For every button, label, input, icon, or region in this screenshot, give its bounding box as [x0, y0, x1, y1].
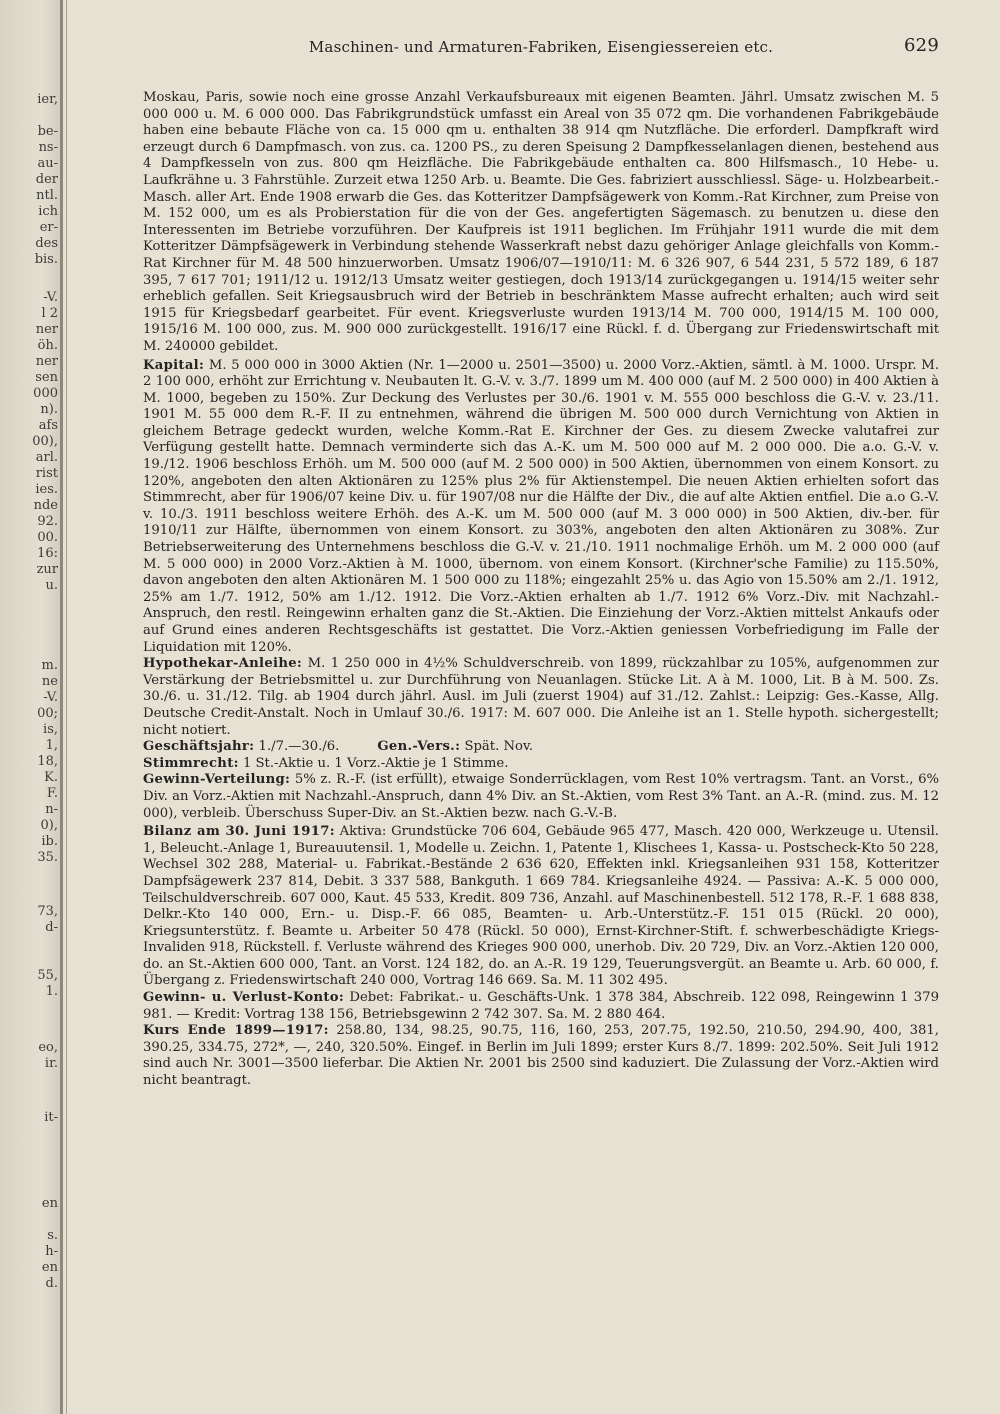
book-gutter-line [60, 0, 63, 1414]
paragraph-text: 1 St.-Aktie u. 1 Vorz.-Aktie je 1 Stimme. [238, 755, 509, 771]
paragraph-bilanz [143, 824, 939, 990]
margin-fragment: ier, [37, 92, 58, 107]
margin-fragment: d- [45, 920, 58, 935]
paragraph-text: M. 5 000 000 in 3000 Aktien (Nr. 1—2000 u. 2501—3500) u. 2000 Vorz.-Aktien, sämtl. à M. 1000. Urspr. M. 2 100 000, erhöht zur Errichtung v. Neubauten lt. G.-V. v. 3./7. 1899 um M. 400 000 (auf M. 2 500 000) in 400 Aktien à M. 1000, begeben zu 150%. Zur Deckung des Verlustes per 30./6. 1901 v. M. 555 000 beschloss die G.-V. v. 23./11. 1901 M. 55 000 dem R.-F. II zu entnehmen, während die übrigen M. 500 000 durch Vernichtung von Aktien in gleichem Betrage gedeckt wurden, welche Komm.-Rat E. Kirchner der Ges. zu diesem Zwecke valutafrei zur Verfügung gestellt hatte. Demnach verminderte sich das A.-K. um M. 500 000 auf M. 2 000 000. Die a.o. G.-V. v. 19./12. 1906 beschloss Erhöh. um M. 500 000 (auf M. 2 500 000) in 500 Aktien, übernommen von einem Konsort. zu 120%, angeboten den alten Aktionären zu 125% plus 2% für Aktienstempel. Die neuen Aktien erhielten sofort das Stimmrecht, aber für 1906/07 keine Div. u. für 1907/08 nur die Hälfte der Div., die auf alte Aktien entfiel. Die a.o G.-V. v. 10./3. 1911 beschloss weitere Erhöh. des A.-K. um M. 500 000 (auf M. 3 000 000) in 500 Aktien, div.-ber. für 1910/11 zur Hälfte, übernommen von einem Konsort. zu 303%, angeboten den alten Aktionären zu 308%. Zur Betriebserweiterung des Unternehmens beschloss die G.-V. v. 21./10. 1911 nochmalige Erhöh. um M. 2 000 000 (auf M. 5 000 000) in 2000 Vorz.-Aktien à M. 1000, übernom. von einem Konsort. (Kirchner'sche Familie) zu 115.50%, davon angeboten den alten Aktionären M. 1 500 000 zu 118%; eingezahlt 25% u. das Agio von 15.50% am 2./1. 1912, 25% am 1./7. 1912, 50% am 1./12. 1912. Die Vorz.-Aktien erhalten ab 1./7. 1912 6% Vorz.-Div. mit Nachzahl.-Anspruch, den restl. Reingewinn erhalten ganz die St.-Aktien. Die Einziehung der Vorz.-Aktien mittelst Ankaufs oder auf Grund eines anderen Rechtsgeschäfts ist gestattet. Die Vorz.-Aktien geniessen Vorbefriedigung im Falle der Liquidation mit 120%. [143, 357, 939, 655]
margin-fragment: 35. [37, 850, 58, 865]
margin-fragment: ies. [35, 482, 58, 497]
margin-fragment: ntl. [36, 188, 58, 203]
margin-fragment: 92. [37, 514, 58, 529]
margin-fragment: K. [44, 770, 58, 785]
section-lead: Kurs Ende 1899—1917: [143, 1023, 329, 1039]
section-lead: Stimmrecht: [143, 755, 239, 771]
header-title: Maschinen- und Armaturen-Fabriken, Eisengiessereien etc. [308, 38, 774, 56]
margin-fragment: bis. [34, 252, 58, 267]
paragraph-text: M. 1 250 000 in 4½% Schuldverschreib. von 1899, rückzahlbar zu 105%, aufgenommen zur Verstärkung der Betriebsmittel u. zur Durchführung von Neuanlagen. Stücke Lit. A à M. 1000, Lit. B à M. 500. Zs. 30./6. u. 31./12. Tilg. ab 1904 durch jährl. Ausl. im Juli (zuerst 1904) auf 31./12. Zahlst.: Leipzig: Ges.-Kasse, Allg. Deutsche Credit-Anstalt. Noch in Umlauf 30./6. 1917: M. 607 000. Die Anleihe ist an 1. Stelle hypoth. sichergestellt; nicht notiert. [143, 656, 939, 738]
margin-fragment: u. [45, 578, 58, 593]
paragraph-gewinn-verlust-konto [143, 990, 939, 1023]
paragraph-company-description [143, 90, 939, 356]
margin-fragment: F. [46, 786, 58, 801]
margin-fragment: l 2 [41, 306, 58, 321]
margin-fragment: en [41, 1196, 58, 1211]
margin-fragment: 00. [37, 530, 58, 545]
general-meeting [377, 739, 533, 756]
paragraph-hypothekar-anleihe [143, 656, 939, 739]
paragraph-stimmrecht [143, 756, 939, 773]
margin-fragment: n- [45, 802, 58, 817]
section-lead: Hypothekar-Anleihe: [143, 656, 303, 672]
margin-fragment: s. [47, 1228, 58, 1243]
margin-fragment: -V. [43, 290, 58, 305]
margin-fragment: 55, [37, 968, 58, 983]
margin-fragment: 1, [45, 738, 58, 753]
margin-fragment: n). [40, 402, 58, 417]
section-lead: Kapital: [143, 357, 205, 373]
margin-fragment: ner [35, 322, 58, 337]
margin-fragment: 00; [37, 706, 58, 721]
margin-fragment: 18, [37, 754, 58, 769]
paragraph-text: Moskau, Paris, sowie noch eine grosse Anzahl Verkaufsbureaux mit eigenen Beamten. Jährl. Umsatz zwischen M. 5 000 000 u. M. 6 000 000. Das Fabrikgrundstück umfasst ein Areal von 35 072 qm. Die vorhandenen Fabrikgebäude haben eine bebaute Fläche von ca. 15 000 qm u. enthalten 38 914 qm Nutzfläche. Die erforderl. Dampfkraft wird erzeugt durch 6 Dampfmasch. von zus. ca. 1200 PS., zu deren Speisung 2 Dampfkesselanlagen dienen, bestehend aus 4 Dampfkesseln von zus. 800 qm Heizfläche. Die Fabrikgebäude enthalten ca. 800 Hilfsmasch., 10 Hebe- u. Laufkrähne u. 3 Fahrstühle. Zurzeit etwa 1250 Arb. u. Beamte. Die Ges. fabriziert ausschliessl. Säge- u. Holzbearbeit.-Masch. aller Art. Ende 1908 erwarb die Ges. das Kotteritzer Dampfsägewerk von Komm.-Rat Kirchner, zum Preise von M. 152 000, um es als Probierstation für die von der Ges. angefertigten Sägemasch. zu benutzen u. diese den Interessenten im Betriebe vorzuführen. Der Kaufpreis ist 1911 beglichen. Im Frühjahr 1911 wurde die mit dem Kotteritzer Dämpfsägewerk in Verbindung stehende Wasserkraft nebst dazu gehöriger Anlage gleichfalls von Komm.-Rat Kirchner für M. 48 500 hinzuerworben. Umsatz 1906/07—1910/11: M. 6 326 907, 6 544 231, 5 572 189, 6 187 395, 7 617 701; 1911/12 u. 1912/13 Umsatz weiter gestiegen, doch 1913/14 zurückgegangen u. 1914/15 weiter sehr erheblich gefallen. Seit Kriegsausbruch wird der Betrieb in beschränktem Masse aufrecht erhalten; auch wird seit 1915 für Kriegsbedarf gearbeitet. Für event. Kriegsverluste wurden 1913/14 M. 700 000, 1914/15 M. 100 000, 1915/16 M. 100 000, zus. M. 900 000 zurückgestellt. 1916/17 eine Rückl. f. d. Übergang zur Friedenswirtschaft mit M. 240000 gebildet. [143, 90, 939, 354]
margin-fragment: -V. [43, 690, 58, 705]
margin-fragment: 73, [37, 904, 58, 919]
margin-fragment: eo, [38, 1040, 58, 1055]
margin-fragment: arl. [35, 450, 58, 465]
margin-fragment: ib. [41, 834, 58, 849]
section-lead: Geschäftsjahr: [143, 739, 255, 755]
fiscal-year-and-meeting-line [143, 739, 939, 756]
paragraph-kapital [143, 358, 939, 657]
margin-fragment: zur [36, 562, 58, 577]
margin-fragment: er- [39, 220, 58, 235]
margin-fragment: nde [33, 498, 58, 513]
section-lead: Gen.-Vers.: [377, 739, 461, 755]
margin-fragment: 00), [32, 434, 58, 449]
section-lead: Bilanz am 30. Juni 1917: [143, 824, 335, 840]
paragraph-text: 5% z. R.-F. (ist erfüllt), etwaige Sonderrücklagen, vom Rest 10% vertragsm. Tant. an Vorst., 6% Div. an Vorz.-Aktien mit Nachzahl.-Anspruch, dann 4% Div. an St.-Aktien, vom Rest 3% Tant. an A.-R. (mind. zus. M. 12 000), verbleib. Überschuss Super-Div. an St.-Aktien bezw. nach G.-V.-B. [143, 772, 939, 821]
general-meeting-value: Spät. Nov. [460, 739, 534, 755]
margin-fragment: rist [35, 466, 58, 481]
margin-fragment: 16: [37, 546, 58, 561]
margin-fragment: 1. [45, 984, 58, 999]
margin-fragment: d. [45, 1276, 58, 1291]
paragraph-gewinn-verteilung [143, 772, 939, 822]
margin-fragment: 0), [40, 818, 58, 833]
margin-fragment: öh. [37, 338, 58, 353]
margin-fragment: ir. [44, 1056, 58, 1071]
section-lead: Gewinn-Verteilung: [143, 772, 291, 788]
paragraph-text: Debet: Fabrikat.- u. Geschäfts-Unk. 1 378 384, Abschreib. 122 098, Reingewinn 1 379 981. — Kredit: Vortrag 138 156, Betriebsgewinn 2 742 307. Sa. M. 2 880 464. [143, 990, 939, 1022]
margin-fragment: ne [41, 674, 58, 689]
margin-fragment: sen [35, 370, 58, 385]
paragraph-text: 258.80, 134, 98.25, 90.75, 116, 160, 253, 207.75, 192.50, 210.50, 294.90, 400, 381, 390.25, 334.75, 272*, —, 240, 320.50%. Eingef. in Berlin im Juli 1899; erster Kurs 8./7. 1899: 202.50%. Seit Juli 1912 sind auch Nr. 3001—3500 lieferbar. Die Aktien Nr. 2001 bis 2500 sind kaduziert. Die Zulassung der Vorz.-Aktien wird nicht beantragt. [143, 1023, 939, 1089]
margin-fragment: afs [38, 418, 58, 433]
fiscal-year [143, 739, 339, 756]
margin-fragment: is, [43, 722, 58, 737]
margin-fragment: it- [44, 1110, 58, 1125]
section-lead: Gewinn- u. Verlust-Konto: [143, 990, 345, 1006]
margin-fragment: ner [35, 354, 58, 369]
paragraph-kurs [143, 1023, 939, 1089]
margin-fragment: 000 [33, 386, 58, 401]
margin-fragment: des [35, 236, 58, 251]
fiscal-year-value: 1./7.—30./6. [254, 739, 340, 755]
margin-fragment: m. [41, 658, 58, 673]
document-body [143, 90, 939, 1090]
page-number: 629 [904, 35, 939, 56]
document-page [143, 35, 939, 1090]
margin-fragment: en [41, 1260, 58, 1275]
running-header [143, 35, 939, 68]
margin-fragment: be- [37, 124, 58, 139]
margin-fragment: ich [38, 204, 58, 219]
margin-fragment: au- [37, 156, 58, 171]
margin-fragment: h- [45, 1244, 58, 1259]
book-gutter-line-inner [66, 0, 67, 1414]
margin-fragment: der [35, 172, 58, 187]
paragraph-text: Aktiva: Grundstücke 706 604, Gebäude 965 477, Masch. 420 000, Werkzeuge u. Utensil. 1, Beleucht.-Anlage 1, Bureauutensil. 1, Modelle u. Zeichn. 1, Patente 1, Klischees 1, Kassa- u. Postscheck-Kto 50 228, Wechsel 302 288, Material- u. Fabrikat.-Bestände 2 636 620, Effekten inkl. Kriegsanleihen 931 158, Kotteritzer Dampfsägewerk 237 814, Debit. 3 337 588, Bankguth. 1 669 784. Kriegsanleihe 4924. — Passiva: A.-K. 5 000 000, Teilschuldverschreib. 607 000, Kaut. 45 533, Kredit. 809 736, Anzahl. auf Maschinenbestell. 512 178, R.-F. 1 688 838, Delkr.-Kto 140 000, Ern.- u. Disp.-F. 66 085, Beamten- u. Arb.-Unterstütz.-F. 151 015 (Rückl. 20 000), Kriegsunterstütz. f. Beamte u. Arbeiter 50 478 (Rückl. 50 000), Ernst-Kirchner-Stift. f. schwerbeschädigte Kriegs-Invaliden 918, Rückstell. f. Verluste während des Krieges 900 000, unerhob. Div. 20 729, Div. an Vorz.-Aktien 120 000, do. an St.-Aktien 600 000, Tant. an Vorst. 124 182, do. an A.-R. 19 129, Teuerungsvergüt. an Beamte u. Arb. 60 000, f. Übergang z. Friedenswirtschaft 240 000, Vortrag 146 669. Sa. M. 11 302 495. [143, 824, 939, 989]
margin-fragment: ns- [38, 140, 58, 155]
